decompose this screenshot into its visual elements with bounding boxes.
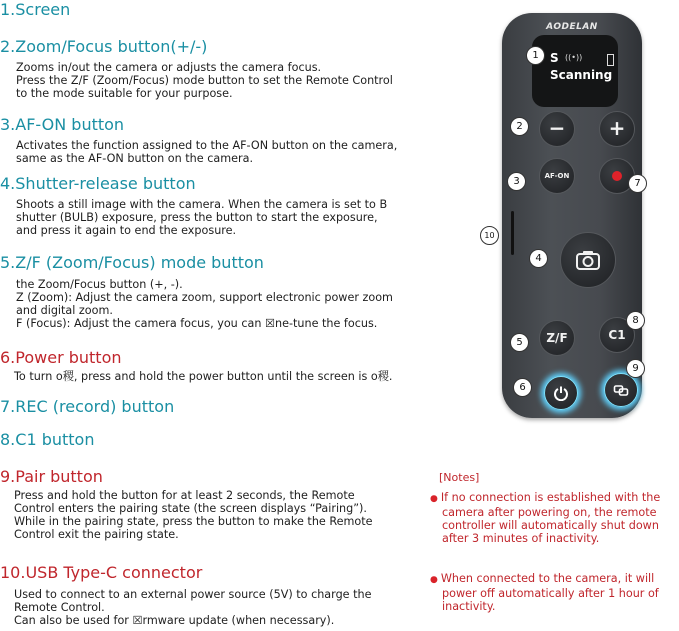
battery-icon bbox=[607, 54, 614, 66]
screen-letter: S bbox=[550, 51, 559, 65]
section-text: Press the Z/F (Zoom/Focus) mode button to set the Remote Control bbox=[16, 74, 393, 87]
section-title: 3.AF-ON button bbox=[0, 115, 125, 134]
section-power bbox=[0, 348, 392, 383]
camera-icon bbox=[575, 249, 601, 271]
section-text: Used to connect to an external power source (5V) to charge the bbox=[14, 588, 372, 601]
callout-6: 6 bbox=[513, 378, 532, 397]
zf-mode-button: Z/F bbox=[539, 320, 575, 356]
minus-button: − bbox=[539, 111, 575, 147]
callout-8: 8 bbox=[626, 311, 645, 330]
section-text: Activates the function assigned to the AF-ON button on the camera, bbox=[16, 139, 398, 152]
section-text: Press and hold the button for at least 2 seconds, the Remote bbox=[14, 489, 355, 502]
section-af-on bbox=[0, 115, 397, 165]
section-shutter bbox=[0, 174, 387, 237]
section-text: Control enters the pairing state (the screen displays “Pairing”). bbox=[14, 502, 367, 515]
section-pair bbox=[0, 467, 373, 541]
section-zf-mode bbox=[0, 253, 393, 330]
section-text: Can also be used for ☒rmware update (when necessary). bbox=[14, 614, 335, 627]
section-text: to the mode suitable for your purpose. bbox=[16, 87, 233, 100]
power-button bbox=[544, 376, 578, 410]
remote-screen bbox=[532, 35, 618, 107]
section-text: and press it again to end the exposure. bbox=[16, 224, 237, 237]
section-text: the Zoom/Focus button (+, -). bbox=[16, 278, 183, 291]
section-text: and digital zoom. bbox=[16, 304, 113, 317]
c1-button: C1 bbox=[599, 317, 635, 353]
bullet-icon: ● bbox=[430, 494, 438, 504]
section-title: 8.C1 button bbox=[0, 430, 95, 449]
section-title: 9.Pair button bbox=[0, 467, 103, 486]
section-text: F (Focus): Adjust the camera focus, you can ☒ne-tune the focus. bbox=[16, 317, 378, 330]
section-text: Remote Control. bbox=[14, 601, 105, 614]
af-on-button: AF-ON bbox=[539, 158, 575, 194]
section-text: Zooms in/out the camera or adjusts the camera focus. bbox=[16, 61, 322, 74]
signal-icon: ((•)) bbox=[565, 53, 583, 62]
note-item: ● When connected to the camera, it will power off automatically after 1 hour of inactivity. bbox=[430, 572, 659, 613]
section-title: 1.Screen bbox=[0, 0, 71, 19]
notes-title: [Notes] bbox=[439, 471, 480, 484]
section-title: 5.Z/F (Zoom/Focus) mode button bbox=[0, 253, 264, 272]
section-text: To turn o稷, press and hold the power button until the screen is o稷. bbox=[14, 370, 393, 383]
power-icon bbox=[553, 385, 569, 401]
section-text: Z (Zoom): Adjust the camera zoom, support electronic power zoom bbox=[16, 291, 393, 304]
callout-3: 3 bbox=[507, 172, 526, 191]
callout-5: 5 bbox=[510, 333, 529, 352]
section-usb bbox=[0, 563, 371, 627]
remote-control-illustration bbox=[502, 13, 642, 418]
section-text: same as the AF-ON button on the camera. bbox=[16, 152, 254, 165]
shutter-button bbox=[560, 232, 616, 288]
callout-2: 2 bbox=[510, 117, 529, 136]
pair-icon bbox=[613, 382, 629, 398]
section-rec bbox=[0, 397, 174, 417]
section-text: While in the pairing state, press the button to make the Remote bbox=[14, 515, 373, 528]
section-text: shutter (BULB) exposure, press the button to start the exposure, bbox=[16, 211, 378, 224]
note-item: ● If no connection is established with the camera after powering on, the remote controller will automatically shut down after 3 minutes of inactivity. bbox=[430, 491, 661, 545]
section-screen bbox=[0, 0, 70, 20]
usb-c-port bbox=[511, 211, 514, 255]
callout-4: 4 bbox=[529, 249, 548, 268]
section-zoom-focus bbox=[0, 37, 393, 100]
section-title: 10.USB Type-C connector bbox=[0, 563, 203, 582]
callout-10: 10 bbox=[480, 226, 499, 245]
screen-status: Scanning bbox=[550, 68, 613, 82]
section-title: 6.Power button bbox=[0, 348, 122, 367]
plus-button: + bbox=[599, 111, 635, 147]
section-c1 bbox=[0, 430, 94, 450]
pair-button bbox=[604, 373, 638, 407]
section-text: Control exit the pairing state. bbox=[14, 528, 179, 541]
bullet-icon: ● bbox=[430, 575, 438, 585]
section-title: 2.Zoom/Focus button(+/-) bbox=[0, 37, 208, 56]
section-title: 4.Shutter-release button bbox=[0, 174, 196, 193]
callout-9: 9 bbox=[626, 359, 645, 378]
brand-logo: AODELAN bbox=[546, 22, 598, 32]
callout-1: 1 bbox=[526, 46, 545, 65]
section-title: 7.REC (record) button bbox=[0, 397, 175, 416]
callout-7: 7 bbox=[628, 174, 647, 193]
section-text: Shoots a still image with the camera. When the camera is set to B bbox=[16, 198, 388, 211]
rec-dot-icon bbox=[612, 171, 622, 181]
